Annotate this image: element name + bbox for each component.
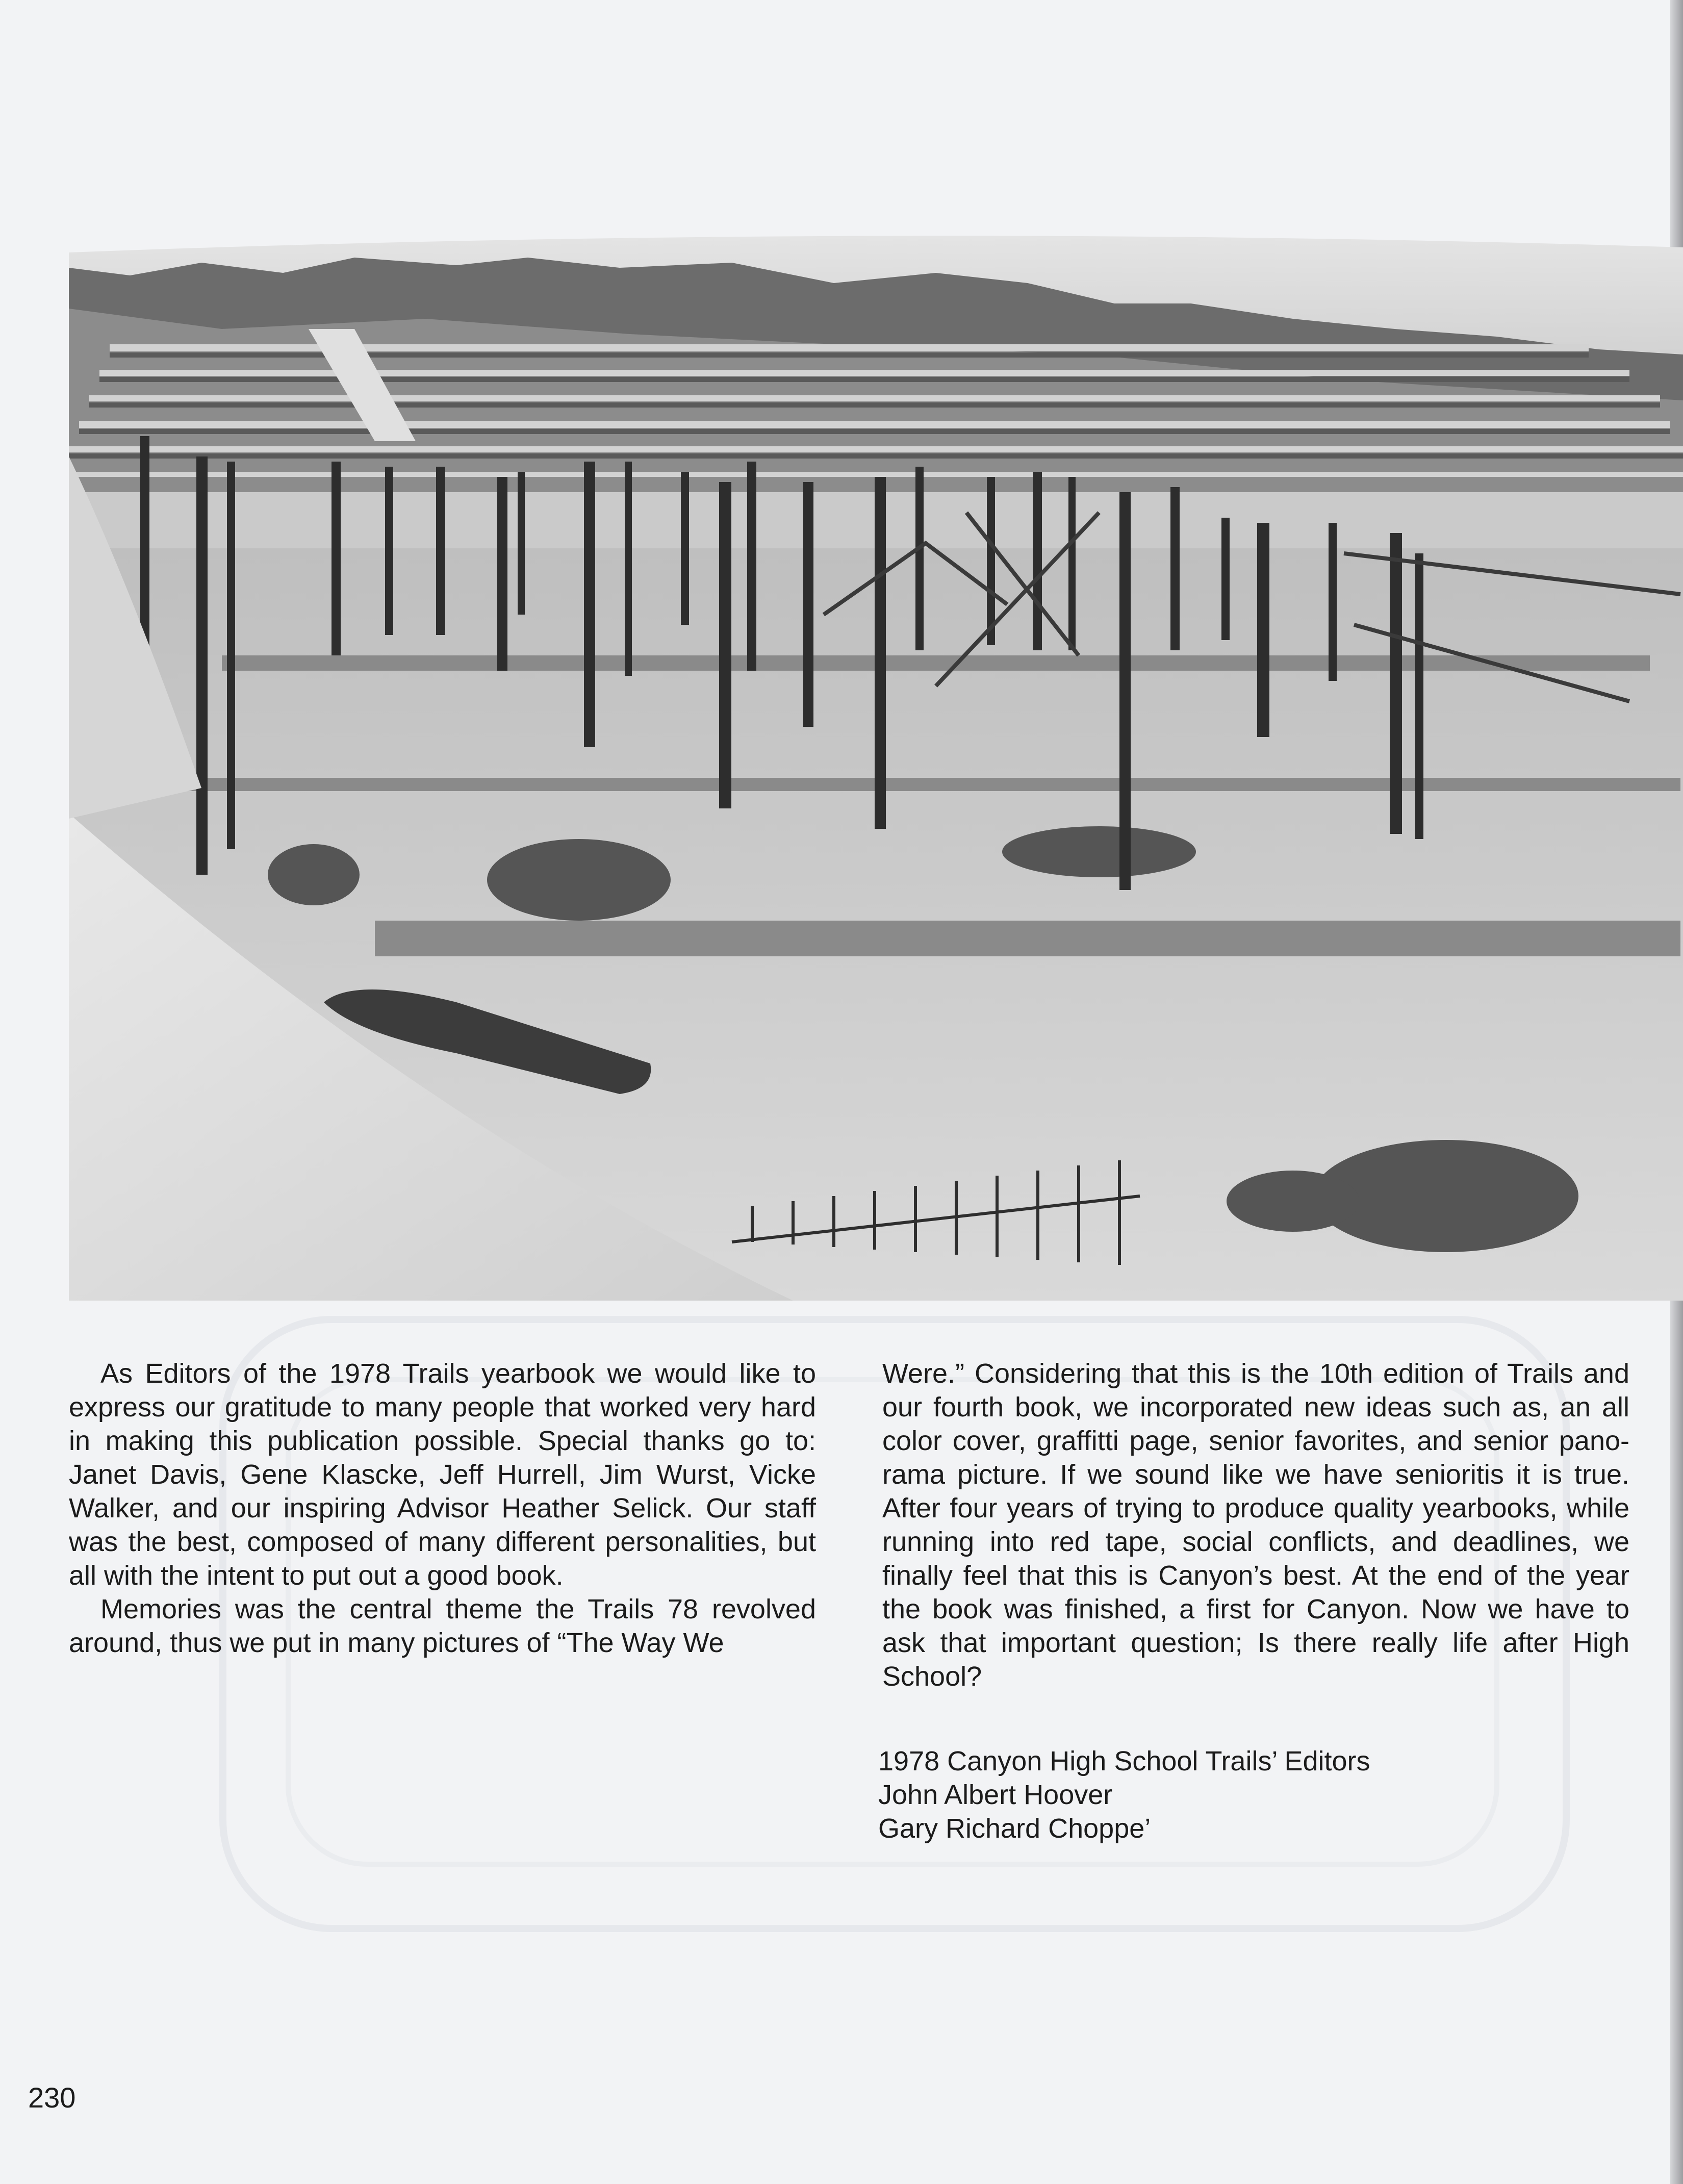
page-number: 230 [28,2081,76,2114]
signature-editor-2: Gary Richard Choppe’ [878,1813,1151,1844]
construction-site-photo [69,227,1683,1301]
right-paragraph: Were.” Considering that this is the 10th edition of Trails and our fourth book, we incorporated new ideas such as, an all color cover, graffitti page, senior favorites, and senior pano-rama picture. If we sound like we have senioritis it is true. After four years of trying to produce quality yearbooks, while running into red tape, social conflicts, and deadlines, we finally feel that this is Canyon’s best. At the end of the year the book was finished, a first for Canyon. Now we have to ask that important question; Is there really life after High School? [882,1358,1629,1692]
signature-title: 1978 Canyon High School Trails’ Editors [878,1746,1370,1776]
body-text-left-column [69,1357,816,1660]
signature-editor-1: John Albert Hoover [878,1780,1113,1810]
editors-signature-block [878,1744,1370,1845]
left-paragraph-2: Memories was the central theme the Trails 78 revolved around, thus we put in many pictures of “The Way We [69,1594,816,1658]
body-text-right-column [882,1357,1629,1693]
left-paragraph-1: As Editors of the 1978 Trails yearbook we would like to express our gratitude to many people that worked very hard in making this publication possible. Special thanks go to: Janet Davis, Gene Klascke, Jeff Hurrell, Jim Wurst, Vicke Walker, and our inspiring Advisor Heather Selick. Our staff was the best, composed of many different personalities, but all with the intent to put out a good book. [69,1358,816,1591]
